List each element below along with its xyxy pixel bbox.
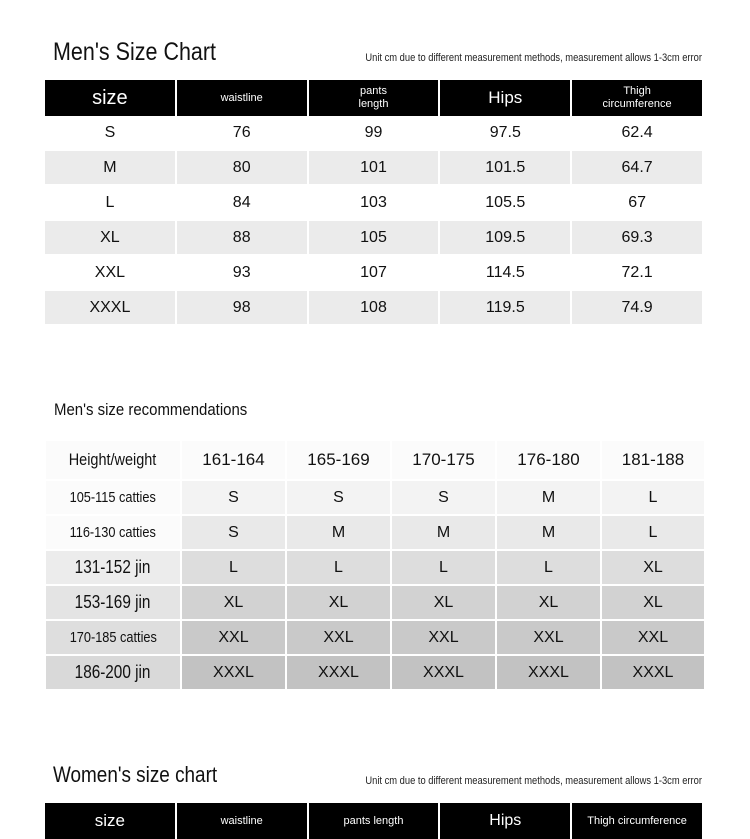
cell: S bbox=[182, 516, 285, 551]
mens-size-table bbox=[43, 80, 704, 326]
cell: 97.5 bbox=[440, 116, 570, 151]
cell: 80 bbox=[177, 151, 307, 186]
table-row bbox=[46, 481, 704, 516]
table-row bbox=[45, 116, 702, 151]
cell: 98 bbox=[177, 291, 307, 326]
womens-size-table bbox=[43, 803, 704, 839]
cell: M bbox=[497, 481, 600, 516]
cell: XXXL bbox=[287, 656, 390, 691]
cell: 101.5 bbox=[440, 151, 570, 186]
cell: L bbox=[392, 551, 495, 586]
cell: XL bbox=[392, 586, 495, 621]
cell: M bbox=[287, 516, 390, 551]
table-row bbox=[45, 186, 702, 221]
cell: 103 bbox=[309, 186, 439, 221]
table-row bbox=[46, 551, 704, 586]
cell: 114.5 bbox=[440, 256, 570, 291]
recommendations-table bbox=[44, 441, 706, 691]
cell: S bbox=[45, 116, 175, 151]
header-pants-length: pants length bbox=[309, 803, 439, 839]
cell: 99 bbox=[309, 116, 439, 151]
table-header-row bbox=[46, 441, 704, 481]
weight-label-text: 105-115 catties bbox=[69, 489, 157, 506]
mens-chart-title: Men's Size Chart bbox=[53, 38, 217, 66]
cell: XL bbox=[287, 586, 390, 621]
cell: XXXL bbox=[392, 656, 495, 691]
height-column-header: 161-164 bbox=[182, 441, 285, 481]
table-row bbox=[45, 291, 702, 326]
cell: XXL bbox=[287, 621, 390, 656]
cell: XXXL bbox=[602, 656, 704, 691]
header-waistline: waistline bbox=[177, 803, 307, 839]
table-row bbox=[45, 256, 702, 291]
header-thigh-circumference: Thigh circumference bbox=[572, 80, 702, 116]
cell: 76 bbox=[177, 116, 307, 151]
header-hips: Hips bbox=[440, 80, 570, 116]
table-row bbox=[46, 586, 704, 621]
cell: 119.5 bbox=[440, 291, 570, 326]
cell: XL bbox=[602, 586, 704, 621]
cell: 67 bbox=[572, 186, 702, 221]
cell: 93 bbox=[177, 256, 307, 291]
cell: XXL bbox=[497, 621, 600, 656]
corner-label bbox=[46, 441, 180, 481]
header-pants-length: pants length bbox=[309, 80, 439, 116]
table-row bbox=[45, 151, 702, 186]
weight-label-text: 170-185 catties bbox=[69, 629, 157, 646]
cell: XXL bbox=[602, 621, 704, 656]
weight-label-text: 131-152 jin bbox=[75, 557, 151, 577]
cell: XL bbox=[497, 586, 600, 621]
cell: 105.5 bbox=[440, 186, 570, 221]
cell: 88 bbox=[177, 221, 307, 256]
cell: M bbox=[497, 516, 600, 551]
header-hips: Hips bbox=[440, 803, 570, 839]
header-size: size bbox=[45, 803, 175, 839]
height-column-header: 170-175 bbox=[392, 441, 495, 481]
cell: L bbox=[182, 551, 285, 586]
cell: XL bbox=[602, 551, 704, 586]
header-thigh-circumference: Thigh circumference bbox=[572, 803, 702, 839]
table-row bbox=[46, 621, 704, 656]
cell: L bbox=[602, 516, 704, 551]
womens-chart-note: Unit cm due to different measurement methods, measurement allows 1-3cm error bbox=[365, 775, 702, 787]
cell: XL bbox=[182, 586, 285, 621]
header-waistline: waistline bbox=[177, 80, 307, 116]
cell: XXXL bbox=[182, 656, 285, 691]
cell: 105 bbox=[309, 221, 439, 256]
cell: XXL bbox=[392, 621, 495, 656]
cell: 101 bbox=[309, 151, 439, 186]
cell: 74.9 bbox=[572, 291, 702, 326]
cell: 84 bbox=[177, 186, 307, 221]
height-column-header: 165-169 bbox=[287, 441, 390, 481]
cell: 109.5 bbox=[440, 221, 570, 256]
cell: S bbox=[392, 481, 495, 516]
womens-chart-title: Women's size chart bbox=[53, 762, 218, 787]
table-header-row bbox=[45, 803, 702, 839]
cell: L bbox=[287, 551, 390, 586]
cell: 107 bbox=[309, 256, 439, 291]
mens-chart-note: Unit cm due to different measurement methods, measurement allows 1-3cm error bbox=[365, 52, 702, 64]
cell: M bbox=[392, 516, 495, 551]
cell: XXXL bbox=[497, 656, 600, 691]
weight-row-label bbox=[46, 516, 180, 551]
height-column-header: 176-180 bbox=[497, 441, 600, 481]
cell: 64.7 bbox=[572, 151, 702, 186]
height-column-header: 181-188 bbox=[602, 441, 704, 481]
weight-row-label bbox=[46, 551, 180, 586]
cell: S bbox=[287, 481, 390, 516]
cell: XXL bbox=[182, 621, 285, 656]
weight-row-label bbox=[46, 656, 180, 691]
cell: L bbox=[45, 186, 175, 221]
cell: M bbox=[45, 151, 175, 186]
weight-label-text: 153-169 jin bbox=[75, 592, 151, 612]
cell: XXXL bbox=[45, 291, 175, 326]
weight-label-text: 116-130 catties bbox=[69, 524, 157, 541]
table-header-row bbox=[45, 80, 702, 116]
weight-row-label bbox=[46, 586, 180, 621]
table-row bbox=[46, 516, 704, 551]
header-size: size bbox=[45, 80, 175, 116]
cell: XXL bbox=[45, 256, 175, 291]
cell: S bbox=[182, 481, 285, 516]
cell: L bbox=[497, 551, 600, 586]
cell: 62.4 bbox=[572, 116, 702, 151]
cell: 72.1 bbox=[572, 256, 702, 291]
cell: 69.3 bbox=[572, 221, 702, 256]
weight-row-label bbox=[46, 481, 180, 516]
cell: 108 bbox=[309, 291, 439, 326]
corner-label-text: Height/weight bbox=[69, 450, 157, 469]
cell: L bbox=[602, 481, 704, 516]
weight-row-label bbox=[46, 621, 180, 656]
recommendations-title: Men's size recommendations bbox=[54, 400, 248, 419]
weight-label-text: 186-200 jin bbox=[75, 662, 151, 682]
cell: XL bbox=[45, 221, 175, 256]
table-row bbox=[45, 221, 702, 256]
table-row bbox=[46, 656, 704, 691]
